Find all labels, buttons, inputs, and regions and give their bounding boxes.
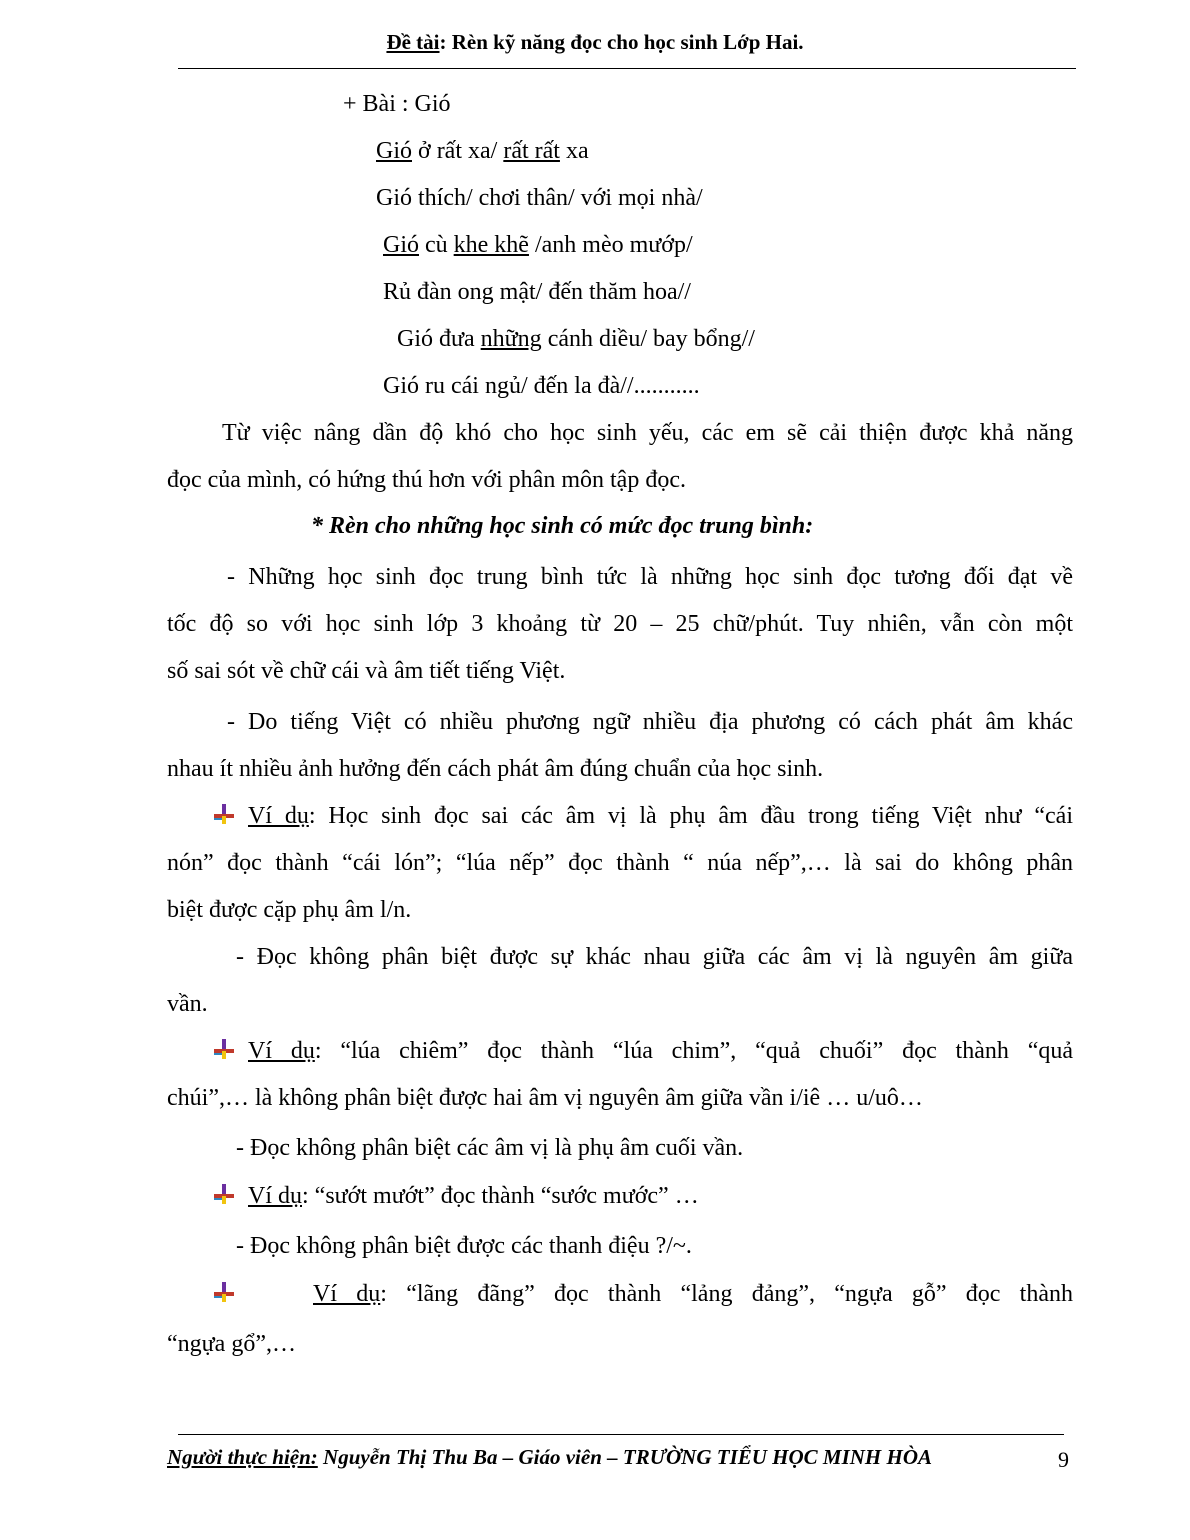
para2-line1: - Những học sinh đọc trung bình tức là những học sinh đọc tương đối đạt về (227, 564, 1073, 590)
para2-line2: tốc độ so với học sinh lớp 3 khoảng từ 20 – 25 chữ/phút. Tuy nhiên, vẫn còn một (167, 611, 1073, 637)
page-footer (167, 1445, 932, 1470)
footer-text: Nguyễn Thị Thu Ba – Giáo viên – TRƯỜNG TIỂU HỌC MINH HÒA (317, 1445, 933, 1469)
poem-line (397, 324, 755, 354)
example2-line1 (248, 1036, 1073, 1066)
poem-text: Gió thích/ chơi thân/ với mọi nhà/ (376, 185, 703, 211)
underlined-word: Gió (383, 232, 419, 258)
poem-text: Gió ru cái ngủ/ đến la đà//........... (383, 373, 700, 399)
poem-line (376, 136, 589, 166)
poem-text: ở rất xa/ (412, 138, 504, 164)
poem-heading: + Bài : Gió (343, 91, 451, 117)
example1-text: : Học sinh đọc sai các âm vị là phụ âm đầu trong tiếng Việt như “cái (308, 803, 1074, 829)
para4-line2: vần. (167, 991, 208, 1017)
bullet-arrow-icon (213, 1183, 235, 1205)
para3-line1: - Do tiếng Việt có nhiều phương ngữ nhiều địa phương có cách phát âm khác (227, 709, 1073, 735)
poem-text: cánh diều/ bay bổng// (541, 326, 755, 352)
header-rule (178, 68, 1076, 69)
example4-text: : “lãng đãng” đọc thành “lảng đảng”, “ngựa gỗ” đọc thành (380, 1281, 1073, 1307)
page-number: 9 (1058, 1447, 1069, 1472)
example1-line3: biệt được cặp phụ âm l/n. (167, 897, 412, 923)
example3-text: : “sướt mướt” đọc thành “sước mước” … (302, 1183, 699, 1209)
poem-text: /anh mèo mướp/ (528, 232, 693, 258)
bullet-arrow-icon (213, 803, 235, 825)
example-label: Ví dụ (248, 803, 309, 829)
footer-rule (178, 1434, 1064, 1435)
underlined-word: Gió (376, 138, 412, 164)
example1-line1 (248, 801, 1073, 831)
example-label: Ví dụ (313, 1281, 381, 1307)
para2-line3: số sai sót về chữ cái và âm tiết tiếng Việt. (167, 658, 566, 684)
example3 (248, 1181, 699, 1211)
poem-line (376, 183, 703, 213)
header-title: : Rèn kỹ năng đọc cho học sinh Lớp Hai. (439, 30, 804, 54)
poem-line (383, 230, 693, 260)
example4-line2: “ngựa gổ”,… (167, 1331, 296, 1357)
para1-line1: Từ việc nâng dần độ khó cho học sinh yếu, các em sẽ cải thiện được khả năng (222, 420, 1073, 446)
para4-line1: - Đọc không phân biệt được sự khác nhau giữa các âm vị là nguyên âm giữa (236, 944, 1073, 970)
poem-text: xa (559, 138, 589, 164)
header-label: Đề tài (386, 30, 440, 54)
page-header (0, 30, 1190, 55)
underlined-word: khe khẽ (453, 232, 529, 258)
underlined-word: những (480, 326, 542, 352)
bullet-arrow-icon (213, 1038, 235, 1060)
para1-line2: đọc của mình, có hứng thú hơn với phân môn tập đọc. (167, 467, 686, 493)
poem-text: Rủ đàn ong mật/ đến thăm hoa// (383, 279, 691, 305)
section-heading: * Rèn cho những học sinh có mức đọc trung bình: (311, 513, 814, 539)
bullet-arrow-icon (213, 1281, 235, 1303)
para6: - Đọc không phân biệt được các thanh điệu ?/~. (236, 1233, 692, 1259)
example1-line2: nón” đọc thành “cái lón”; “lúa nếp” đọc thành “ núa nếp”,… là sai do không phân (167, 850, 1073, 876)
poem-text: cù (419, 232, 454, 258)
example2-text: : “lúa chiêm” đọc thành “lúa chim”, “quả chuối” đọc thành “quả (314, 1038, 1073, 1064)
poem-line (383, 371, 700, 401)
example-label: Ví dụ (248, 1183, 302, 1209)
poem-line (383, 277, 691, 307)
example4-line1 (313, 1279, 1073, 1309)
underlined-word: rất rất (503, 138, 560, 164)
poem-text: Gió đưa (397, 326, 481, 352)
example-label: Ví dụ (248, 1038, 315, 1064)
para3-line2: nhau ít nhiều ảnh hưởng đến cách phát âm đúng chuẩn của học sinh. (167, 756, 824, 782)
para5: - Đọc không phân biệt các âm vị là phụ âm cuối vần. (236, 1135, 744, 1161)
example2-line2: chúi”,… là không phân biệt được hai âm vị nguyên âm giữa vần i/iê … u/uô… (167, 1085, 923, 1111)
footer-label: Người thực hiện: (167, 1445, 318, 1469)
